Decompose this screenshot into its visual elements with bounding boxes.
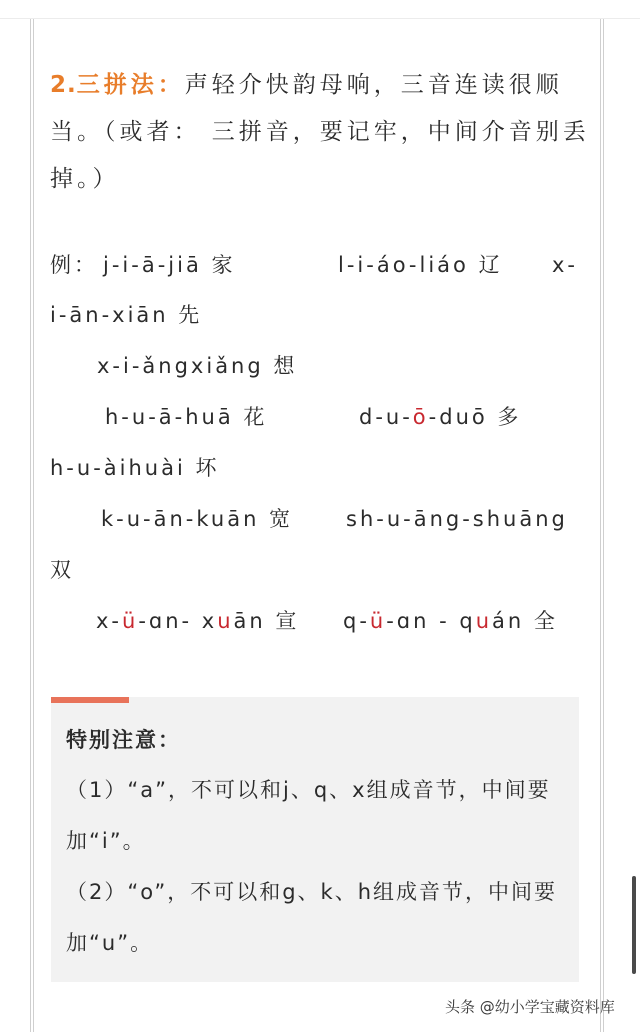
- note-item-1: （1）“a”，不可以和j、q、x组成音节，中间要加“i”。: [66, 778, 551, 853]
- example-hua: h-u-ā-huā 花: [105, 405, 268, 429]
- example-quan-highlight-u-umlaut: ü: [369, 609, 387, 633]
- frame-border-left-inner: [33, 19, 34, 1032]
- section-title: 三拼法：: [76, 72, 185, 98]
- example-prefix: 例：: [50, 253, 98, 277]
- example-quan-highlight-u: u: [475, 609, 493, 633]
- example-xuan-start: x-: [96, 609, 123, 633]
- frame-border-right: [603, 19, 604, 1032]
- example-duo-end: -duō 多: [428, 405, 522, 429]
- example-kuan: k-u-ān-kuān 宽: [101, 507, 294, 531]
- example-quan-start: q-: [343, 609, 370, 633]
- scrollbar-thumb[interactable]: [632, 876, 636, 974]
- example-xian-part2: i-ān-xiān 先: [50, 303, 203, 327]
- top-divider: [0, 18, 640, 19]
- example-shuang-part2: 双: [50, 558, 74, 582]
- example-xuan-highlight-u-umlaut: ü: [122, 609, 139, 633]
- example-xuan: [96, 606, 299, 636]
- section-rhyme: 声轻介快韵母响，三音连读很顺当。（或者： 三拼音，要记牢，中间介音别丢掉。）: [50, 72, 590, 192]
- note-title: 特别注意：: [66, 728, 181, 752]
- example-liao: l-i-áo-liáo 辽: [338, 253, 503, 277]
- note-item-2: （2）“o”，不可以和g、k、h组成音节，中间要加“u”。: [66, 880, 558, 955]
- section-number: 2.: [50, 72, 77, 98]
- note-accent-bar: [51, 697, 129, 703]
- example-xiang: x-i-ǎngxiǎng 想: [97, 354, 298, 378]
- example-xuan-highlight-u: u: [217, 609, 234, 633]
- example-xuan-mid: -ɑn- x: [138, 609, 218, 633]
- frame-border-right-inner: [600, 19, 601, 1032]
- example-quan: [343, 606, 558, 636]
- watermark: 头条 @幼小学宝藏资料库: [445, 998, 615, 1016]
- section-heading: [50, 62, 590, 203]
- example-quan-end: án 全: [492, 609, 558, 633]
- example-duo-start: d-u-: [359, 405, 413, 429]
- example-xian-part1: x-: [552, 253, 579, 277]
- example-huai: h-u-àihuài 坏: [50, 456, 220, 480]
- example-jia: j-i-ā-jiā 家: [103, 253, 236, 277]
- frame-border-left: [30, 19, 31, 1032]
- example-shuang-part1: sh-u-āng-shuāng: [346, 507, 568, 531]
- example-duo: [359, 402, 521, 432]
- example-quan-mid: -ɑn - q: [386, 609, 476, 633]
- example-duo-highlight: ō: [412, 405, 429, 429]
- example-xuan-end: ān 宣: [233, 609, 300, 633]
